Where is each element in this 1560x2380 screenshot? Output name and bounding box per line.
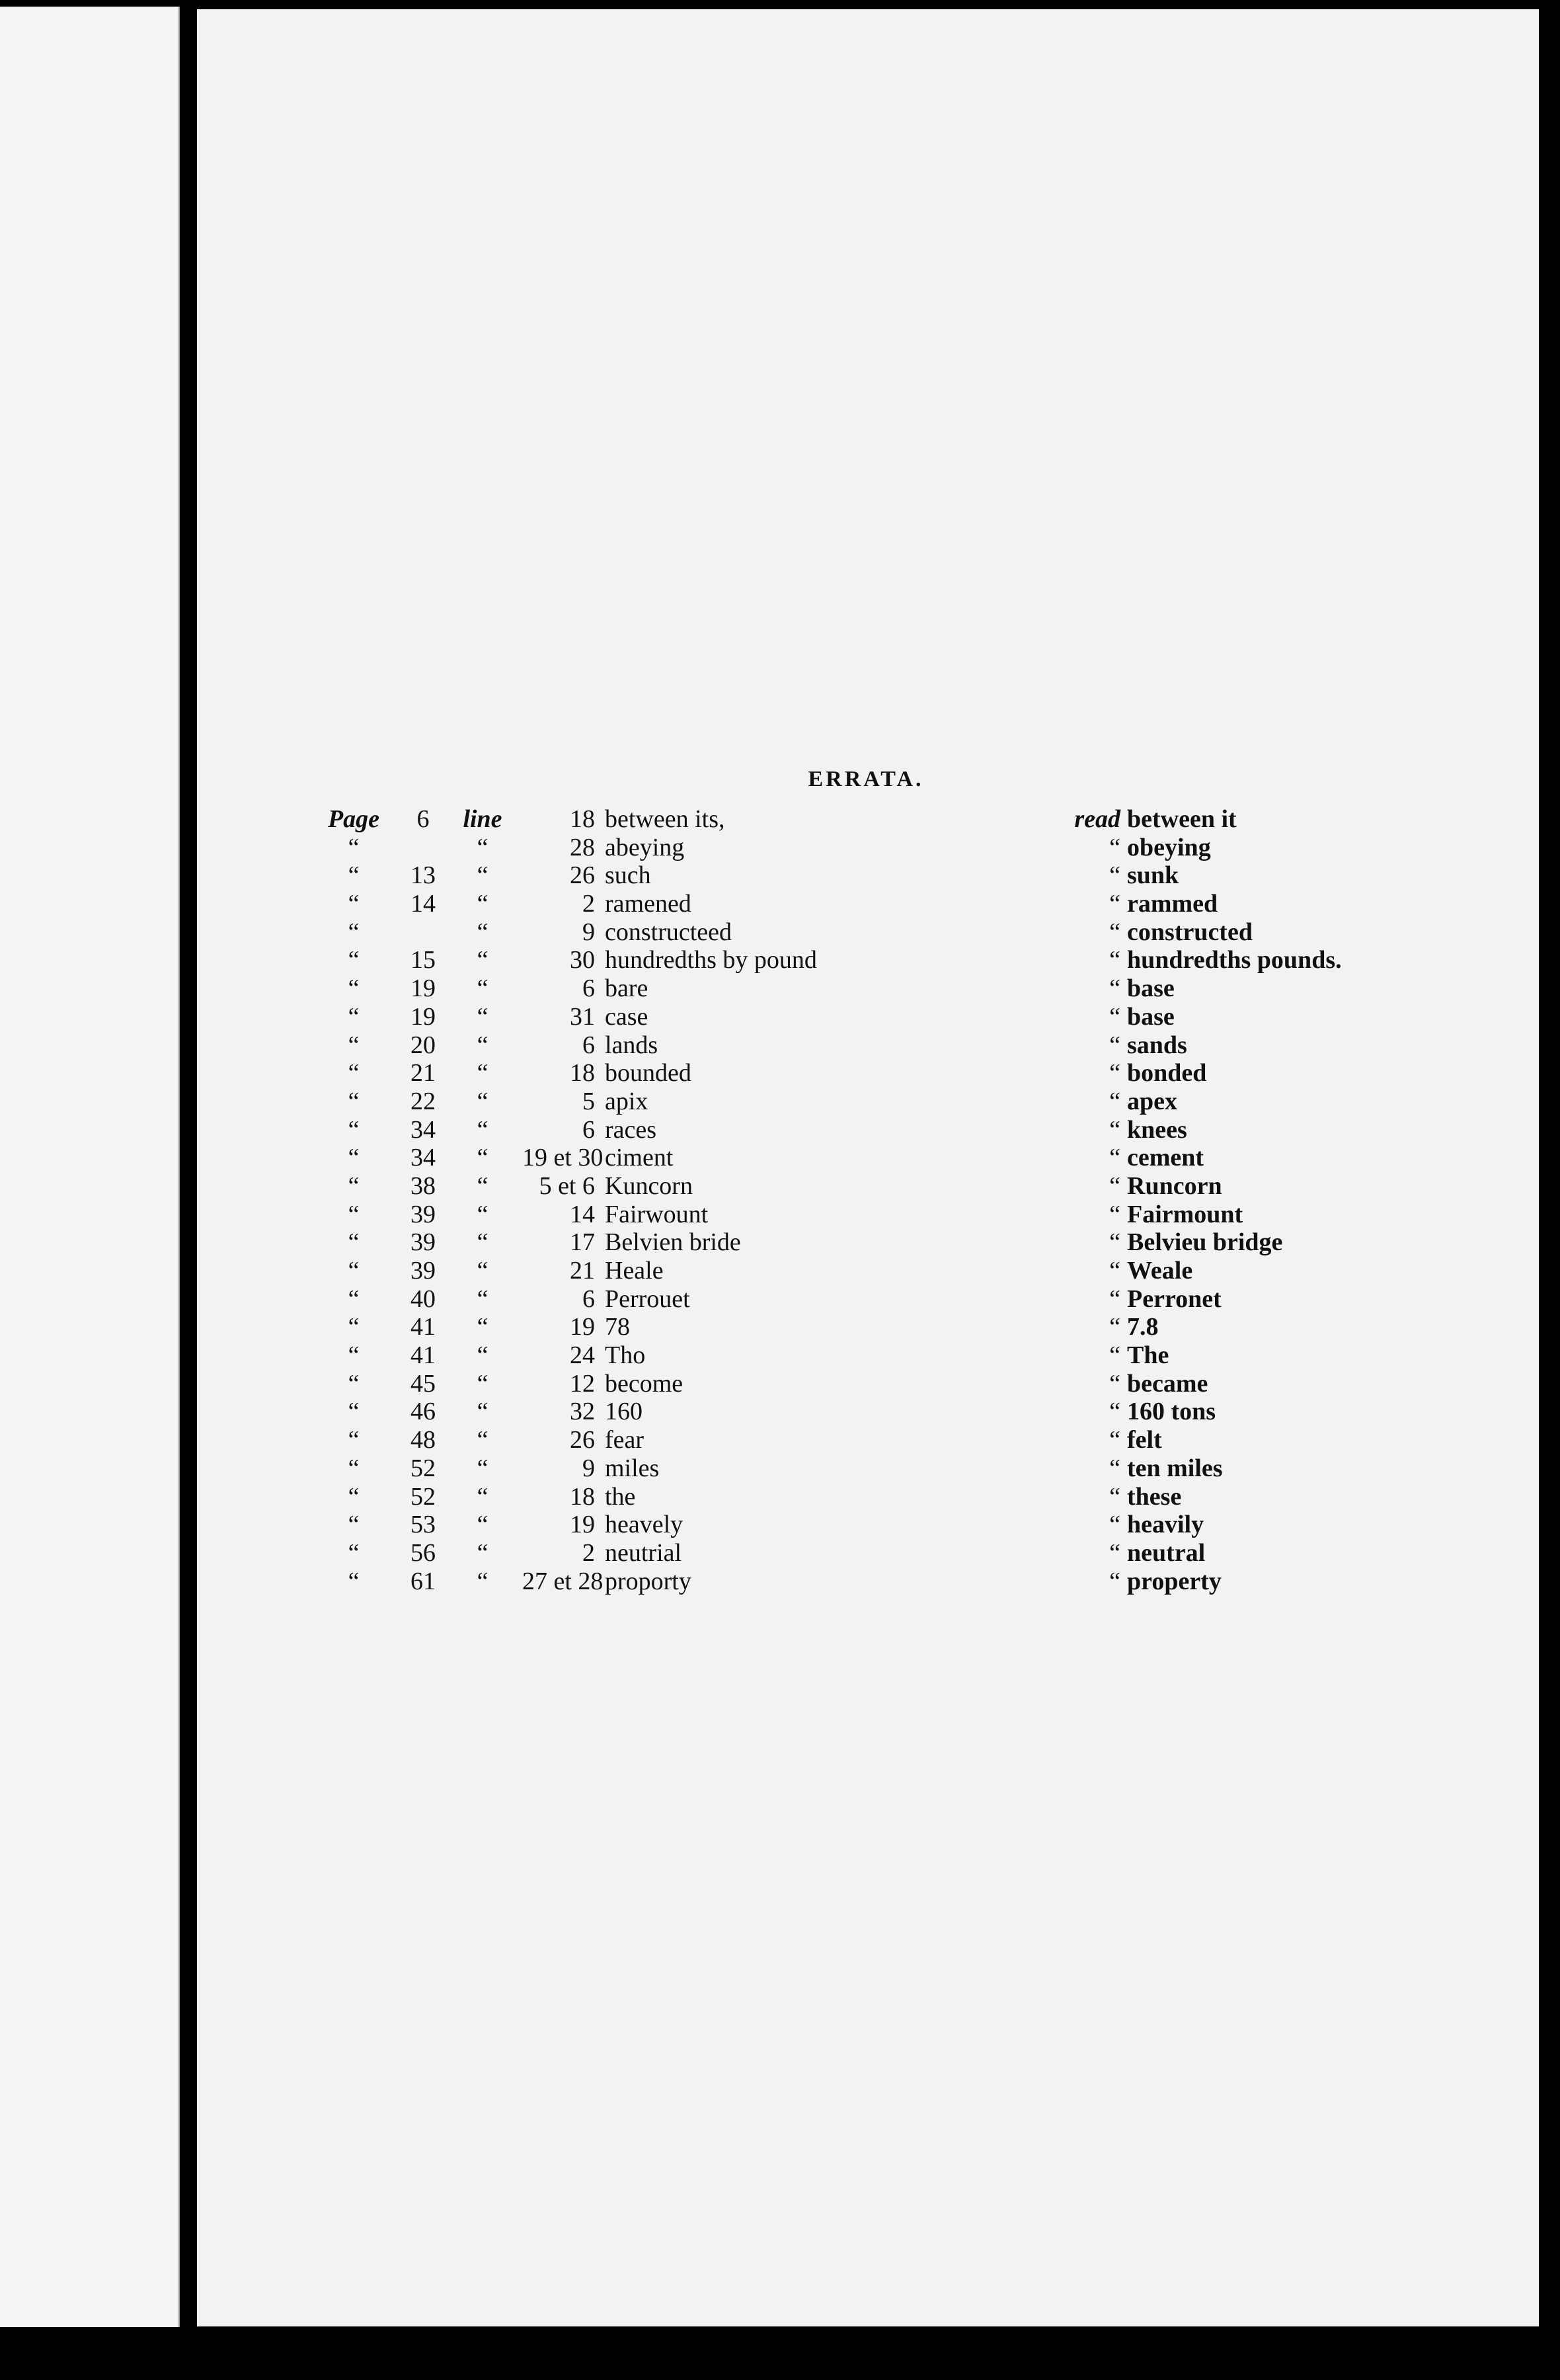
line-label: “ xyxy=(477,1538,488,1567)
page-label: “ xyxy=(348,1313,360,1341)
errata-row xyxy=(317,1228,1342,1257)
corrected-text: The xyxy=(1127,1341,1169,1370)
page-number: 14 xyxy=(410,890,436,918)
corrected-text: base xyxy=(1127,974,1175,1003)
erroneous-text: the xyxy=(605,1482,636,1511)
page-label: “ xyxy=(348,918,360,946)
errata-row xyxy=(317,805,1342,834)
line-number: 26 xyxy=(570,1426,595,1454)
page-label: “ xyxy=(348,1144,360,1172)
line-number: 6 xyxy=(582,1115,595,1144)
erroneous-text: Tho xyxy=(605,1341,646,1370)
corrected-text: felt xyxy=(1127,1426,1162,1454)
read-label: “ xyxy=(1109,946,1120,974)
line-label: “ xyxy=(477,1341,488,1370)
read-label: “ xyxy=(1109,1200,1120,1228)
errata-row xyxy=(317,974,1342,1003)
line-number: 32 xyxy=(570,1398,595,1426)
errata-row xyxy=(317,1341,1342,1370)
read-label: “ xyxy=(1109,1426,1120,1454)
page-label: “ xyxy=(348,1426,360,1454)
erroneous-text: abeying xyxy=(605,833,685,861)
page-number: 38 xyxy=(410,1171,436,1200)
erroneous-text: Perrouet xyxy=(605,1285,690,1313)
errata-row xyxy=(317,1201,1342,1229)
page-label: “ xyxy=(348,1059,360,1088)
page-label: “ xyxy=(348,861,360,890)
read-label: “ xyxy=(1109,1567,1120,1595)
line-label: “ xyxy=(477,1482,488,1511)
erroneous-text: such xyxy=(605,861,651,890)
corrected-text: heavily xyxy=(1127,1511,1204,1539)
page-label: “ xyxy=(348,890,360,918)
page-label: “ xyxy=(348,974,360,1003)
read-label: “ xyxy=(1109,974,1120,1003)
corrected-text: sunk xyxy=(1127,861,1179,890)
errata-row xyxy=(317,1285,1342,1314)
line-label: “ xyxy=(477,1144,488,1172)
erroneous-text: Fairwount xyxy=(605,1200,709,1228)
page-number: 46 xyxy=(410,1398,436,1426)
read-label: “ xyxy=(1109,1115,1120,1144)
errata-row xyxy=(317,1483,1342,1511)
line-label: line xyxy=(463,805,502,833)
page-label: “ xyxy=(348,1482,360,1511)
line-label: “ xyxy=(477,1257,488,1285)
page-label: “ xyxy=(348,1454,360,1482)
page-number: 34 xyxy=(410,1115,436,1144)
page-number: 52 xyxy=(410,1454,436,1482)
line-number: 19 et 30 xyxy=(522,1144,604,1172)
line-number: 9 xyxy=(582,1454,595,1482)
read-label: “ xyxy=(1109,861,1120,890)
page-label: “ xyxy=(348,1567,360,1595)
erroneous-text: 78 xyxy=(605,1313,630,1341)
errata-row xyxy=(317,946,1342,974)
page-number: 45 xyxy=(410,1369,436,1398)
erroneous-text: between its, xyxy=(605,805,725,833)
read-label: “ xyxy=(1109,1087,1120,1115)
erroneous-text: ramened xyxy=(605,890,691,918)
corrected-text: hundredths pounds. xyxy=(1127,946,1342,974)
line-label: “ xyxy=(477,833,488,861)
corrected-text: Perronet xyxy=(1127,1285,1222,1313)
line-label: “ xyxy=(477,918,488,946)
line-label: “ xyxy=(477,1002,488,1031)
page-number: 34 xyxy=(410,1144,436,1172)
page-number: 19 xyxy=(410,974,436,1003)
page-label: “ xyxy=(348,1398,360,1426)
page-label: “ xyxy=(348,1369,360,1398)
erroneous-text: heavely xyxy=(605,1511,683,1539)
book-gutter xyxy=(180,0,197,2380)
corrected-text: bonded xyxy=(1127,1059,1207,1088)
read-label: “ xyxy=(1109,1369,1120,1398)
read-label: “ xyxy=(1109,1538,1120,1567)
erroneous-text: 160 xyxy=(605,1398,643,1426)
page-number: 21 xyxy=(410,1059,436,1088)
errata-row xyxy=(317,1370,1342,1398)
line-number: 6 xyxy=(582,1031,595,1059)
read-label: “ xyxy=(1109,1002,1120,1031)
page-number: 41 xyxy=(410,1313,436,1341)
page-number: 52 xyxy=(410,1482,436,1511)
corrected-text: sands xyxy=(1127,1031,1187,1059)
errata-row xyxy=(317,1426,1342,1454)
line-number: 24 xyxy=(570,1341,595,1370)
read-label: “ xyxy=(1109,1313,1120,1341)
erroneous-text: fear xyxy=(605,1426,644,1454)
errata-row xyxy=(317,1313,1342,1341)
page-label: Page xyxy=(327,805,380,833)
corrected-text: Belvieu bridge xyxy=(1127,1228,1283,1257)
line-number: 19 xyxy=(570,1511,595,1539)
line-number: 14 xyxy=(570,1200,595,1228)
page-label: “ xyxy=(348,1200,360,1228)
line-label: “ xyxy=(477,1171,488,1200)
line-label: “ xyxy=(477,946,488,974)
page-number: 6 xyxy=(416,805,430,833)
erroneous-text: races xyxy=(605,1115,657,1144)
read-label: “ xyxy=(1109,1454,1120,1482)
erroneous-text: ciment xyxy=(605,1144,674,1172)
page-label: “ xyxy=(348,1285,360,1313)
page-label: “ xyxy=(348,1538,360,1567)
line-label: “ xyxy=(477,1059,488,1088)
corrected-text: Weale xyxy=(1127,1257,1193,1285)
line-label: “ xyxy=(477,1426,488,1454)
errata-row xyxy=(317,1088,1342,1116)
page-label: “ xyxy=(348,946,360,974)
read-label: “ xyxy=(1109,1031,1120,1059)
page-label: “ xyxy=(348,833,360,861)
erroneous-text: bounded xyxy=(605,1059,691,1088)
erroneous-text: case xyxy=(605,1002,648,1031)
line-number: 2 xyxy=(582,890,595,918)
line-number: 18 xyxy=(570,1482,595,1511)
line-label: “ xyxy=(477,1369,488,1398)
page-number: 13 xyxy=(410,861,436,890)
read-label: “ xyxy=(1109,833,1120,861)
erroneous-text: bare xyxy=(605,974,648,1003)
scan-border xyxy=(1539,0,1560,2380)
erroneous-text: miles xyxy=(605,1454,660,1482)
line-label: “ xyxy=(477,1454,488,1482)
corrected-text: these xyxy=(1127,1482,1182,1511)
read-label: “ xyxy=(1109,1059,1120,1088)
errata-list xyxy=(317,805,1342,1595)
page-label: “ xyxy=(348,1031,360,1059)
page-label: “ xyxy=(348,1511,360,1539)
page-label: “ xyxy=(348,1087,360,1115)
errata-row xyxy=(317,1003,1342,1031)
line-label: “ xyxy=(477,1567,488,1595)
page-label: “ xyxy=(348,1228,360,1257)
line-label: “ xyxy=(477,1115,488,1144)
line-number: 5 xyxy=(582,1087,595,1115)
erroneous-text: neutrial xyxy=(605,1538,682,1567)
line-label: “ xyxy=(477,1285,488,1313)
corrected-text: 160 tons xyxy=(1127,1398,1216,1426)
errata-title: ERRATA. xyxy=(808,767,924,791)
corrected-text: constructed xyxy=(1127,918,1253,946)
line-label: “ xyxy=(477,1511,488,1539)
page-number: 61 xyxy=(410,1567,436,1595)
line-label: “ xyxy=(477,1228,488,1257)
corrected-text: rammed xyxy=(1127,890,1218,918)
line-number: 21 xyxy=(570,1257,595,1285)
corrected-text: 7.8 xyxy=(1127,1313,1159,1341)
page-number: 39 xyxy=(410,1228,436,1257)
page-label: “ xyxy=(348,1115,360,1144)
corrected-text: neutral xyxy=(1127,1538,1206,1567)
facing-page-edge xyxy=(0,7,180,2327)
line-label: “ xyxy=(477,1200,488,1228)
line-number: 12 xyxy=(570,1369,595,1398)
errata-row xyxy=(317,1257,1342,1285)
read-label: “ xyxy=(1109,1228,1120,1257)
read-label: “ xyxy=(1109,1285,1120,1313)
line-number: 6 xyxy=(582,1285,595,1313)
errata-row xyxy=(317,1116,1342,1144)
errata-row xyxy=(317,1059,1342,1088)
page-label: “ xyxy=(348,1171,360,1200)
line-number: 31 xyxy=(570,1002,595,1031)
line-label: “ xyxy=(477,1398,488,1426)
errata-row xyxy=(317,1172,1342,1201)
line-number: 30 xyxy=(570,946,595,974)
read-label: “ xyxy=(1109,1482,1120,1511)
line-number: 2 xyxy=(582,1538,595,1567)
read-label: “ xyxy=(1109,1171,1120,1200)
page-number: 39 xyxy=(410,1257,436,1285)
line-number: 6 xyxy=(582,974,595,1003)
page-number: 40 xyxy=(410,1285,436,1313)
page-number: 56 xyxy=(410,1538,436,1567)
erroneous-text: Kuncorn xyxy=(605,1171,693,1200)
errata-row xyxy=(317,1031,1342,1060)
page-number: 15 xyxy=(410,946,436,974)
errata-row xyxy=(317,1398,1342,1426)
errata-row xyxy=(317,1144,1342,1172)
corrected-text: cement xyxy=(1127,1144,1204,1172)
line-label: “ xyxy=(477,1087,488,1115)
errata-row xyxy=(317,861,1342,890)
line-label: “ xyxy=(477,861,488,890)
errata-row xyxy=(317,1454,1342,1483)
erroneous-text: apix xyxy=(605,1087,648,1115)
page-label: “ xyxy=(348,1341,360,1370)
read-label: “ xyxy=(1109,1144,1120,1172)
line-number: 18 xyxy=(570,805,595,833)
corrected-text: property xyxy=(1127,1567,1222,1595)
corrected-text: between it xyxy=(1127,805,1237,833)
errata-row xyxy=(317,1567,1342,1596)
read-label: “ xyxy=(1109,1398,1120,1426)
line-number: 17 xyxy=(570,1228,595,1257)
corrected-text: Runcorn xyxy=(1127,1171,1222,1200)
read-label: “ xyxy=(1109,1511,1120,1539)
line-label: “ xyxy=(477,974,488,1003)
read-label: “ xyxy=(1109,1257,1120,1285)
read-label: “ xyxy=(1109,890,1120,918)
erroneous-text: proporty xyxy=(605,1567,691,1595)
erroneous-text: hundredths by pound xyxy=(605,946,817,974)
corrected-text: Fairmount xyxy=(1127,1200,1243,1228)
page-number: 19 xyxy=(410,1002,436,1031)
page-label: “ xyxy=(348,1257,360,1285)
page-number: 39 xyxy=(410,1200,436,1228)
read-label: read xyxy=(1074,805,1120,833)
errata-row xyxy=(317,918,1342,947)
read-label: “ xyxy=(1109,1341,1120,1370)
corrected-text: base xyxy=(1127,1002,1175,1031)
errata-row xyxy=(317,1511,1342,1539)
corrected-text: knees xyxy=(1127,1115,1187,1144)
corrected-text: ten miles xyxy=(1127,1454,1223,1482)
line-number: 26 xyxy=(570,861,595,890)
line-label: “ xyxy=(477,1031,488,1059)
erroneous-text: become xyxy=(605,1369,683,1398)
line-number: 28 xyxy=(570,833,595,861)
erroneous-text: lands xyxy=(605,1031,658,1059)
erroneous-text: Heale xyxy=(605,1257,664,1285)
corrected-text: obeying xyxy=(1127,833,1211,861)
errata-row xyxy=(317,1539,1342,1567)
errata-row xyxy=(317,834,1342,862)
page-number: 48 xyxy=(410,1426,436,1454)
read-label: “ xyxy=(1109,918,1120,946)
page-number: 22 xyxy=(410,1087,436,1115)
corrected-text: became xyxy=(1127,1369,1208,1398)
line-label: “ xyxy=(477,1313,488,1341)
line-label: “ xyxy=(477,890,488,918)
line-number: 27 et 28 xyxy=(522,1567,604,1595)
line-number: 9 xyxy=(582,918,595,946)
corrected-text: apex xyxy=(1127,1087,1177,1115)
line-number: 5 et 6 xyxy=(539,1171,595,1200)
page-label: “ xyxy=(348,1002,360,1031)
page-number: 53 xyxy=(410,1511,436,1539)
erroneous-text: Belvien bride xyxy=(605,1228,741,1257)
line-number: 18 xyxy=(570,1059,595,1088)
page-number: 20 xyxy=(410,1031,436,1059)
line-number: 19 xyxy=(570,1313,595,1341)
erroneous-text: constructeed xyxy=(605,918,732,946)
page-number: 41 xyxy=(410,1341,436,1370)
errata-row xyxy=(317,890,1342,918)
